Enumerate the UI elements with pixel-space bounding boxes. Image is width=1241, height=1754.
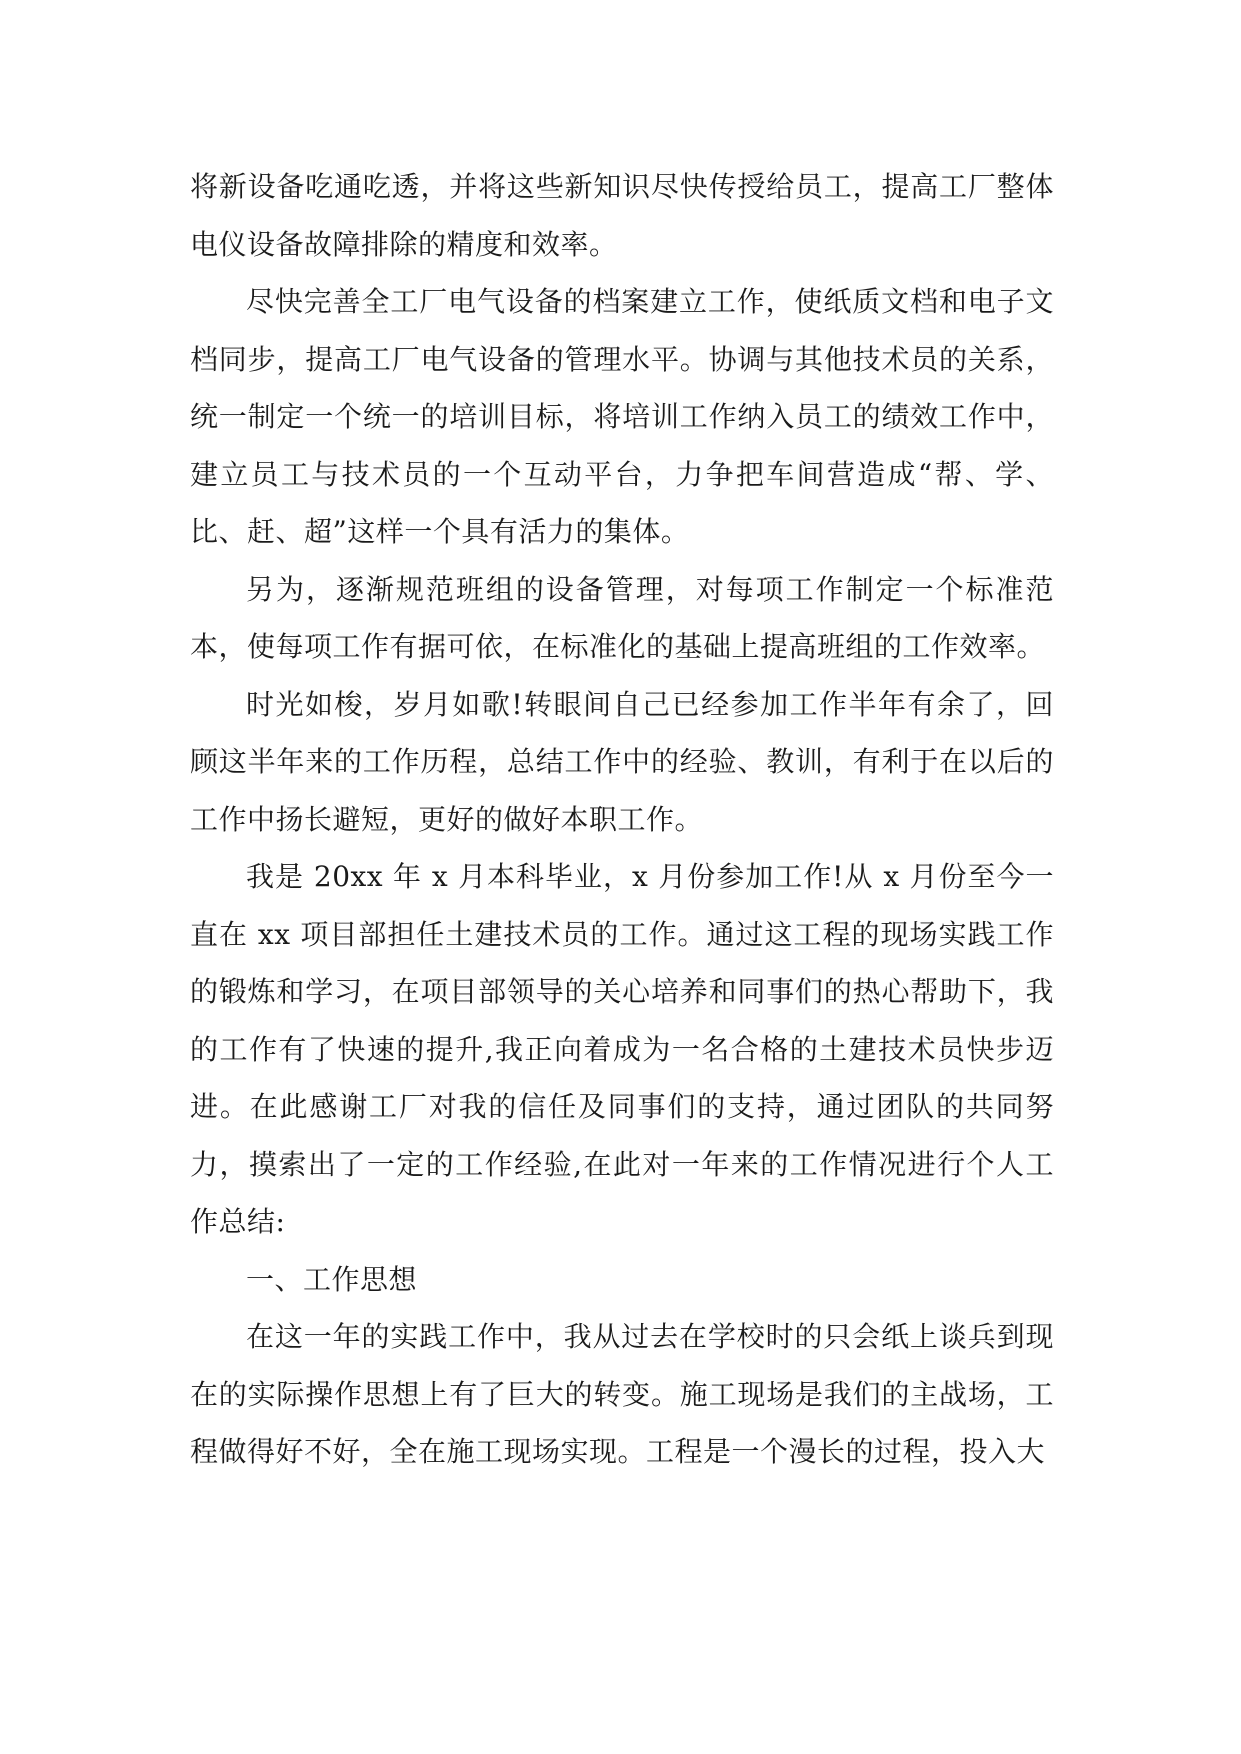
paragraph: 将新设备吃通吃透，并将这些新知识尽快传授给员工，提高工厂整体电仪设备故障排除的精度和效率。 bbox=[190, 170, 1054, 261]
paragraph: 在这一年的实践工作中，我从过去在学校时的只会纸上谈兵到现在的实际操作思想上有了巨大的转变。施工现场是我们的主战场，工程做得好不好，全在施工现场实现。工程是一个漫长的过程，投入大 bbox=[190, 1320, 1054, 1468]
document-body bbox=[190, 158, 1054, 1481]
paragraph: 另为，逐渐规范班组的设备管理，对每项工作制定一个标准范本，使每项工作有据可依，在标准化的基础上提高班组的工作效率。 bbox=[190, 572, 1054, 663]
paragraph: 时光如梭，岁月如歌!转眼间自己已经参加工作半年有余了，回顾这半年来的工作历程，总结工作中的经验、教训，有利于在以后的工作中扬长避短，更好的做好本职工作。 bbox=[190, 687, 1054, 836]
paragraph: 尽快完善全工厂电气设备的档案建立工作，使纸质文档和电子文档同步，提高工厂电气设备的管理水平。协调与其他技术员的关系，统一制定一个统一的培训目标，将培训工作纳入员工的绩效工作中，建立员工与技术员的一个互动平台，力争把车间营造成“帮、学、比、赶、超”这样一个具有活力的集体。 bbox=[190, 285, 1054, 548]
section-heading: 一、工作思想 bbox=[246, 1262, 418, 1296]
paragraph: 我是 20xx 年 x 月本科毕业，x 月份参加工作!从 x 月份至今一直在 xx 项目部担任土建技术员的工作。通过这工程的现场实践工作的锻炼和学习，在项目部领导的关心培养和同事们的热心帮助下，我的工作有了快速的提升,我正向着成为一名合格的土建技术员快步迈进。在此感谢工厂对我的信任及同事们的支持，通过团队的共同努力，摸索出了一定的工作经验,在此对一年来的工作情况进行个人工作总结: bbox=[190, 860, 1054, 1238]
